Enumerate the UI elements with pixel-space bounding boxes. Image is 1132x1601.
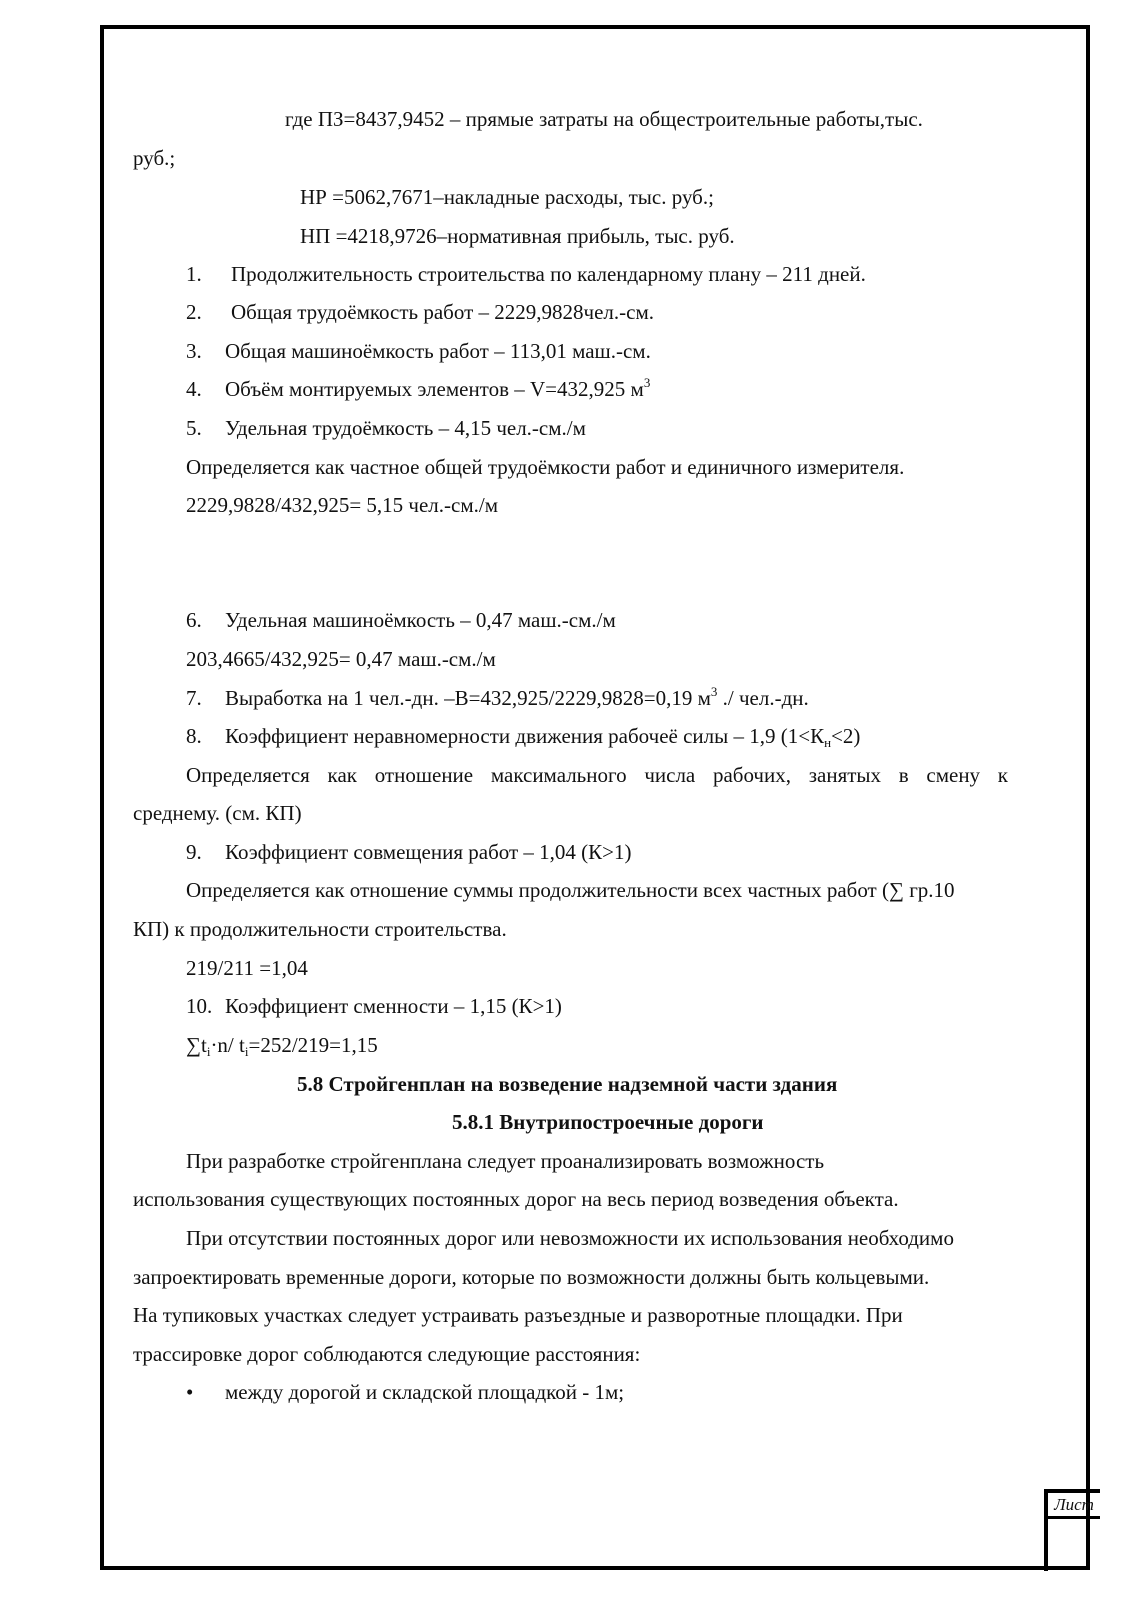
list-item-specific-labor: Удельная трудоёмкость – 4,15 чел.-см./м [225, 416, 586, 440]
paragraph-line: трассировке дорог соблюдаются следующие расстояния: [133, 1342, 641, 1366]
list-item-specific-machine: Удельная машиноёмкость – 0,47 маш.-см./м [225, 608, 616, 632]
list-item-unevenness-text: Коэффициент неравномерности движения рабочеё силы – 1,9 (1<К [225, 724, 825, 748]
paragraph-line: При отсутствии постоянных дорог или невозможности их использования необходимо [186, 1226, 954, 1250]
paragraph-line: КП) к продолжительности строительства. [133, 917, 507, 941]
paragraph-line: Определяется как отношение суммы продолжительности всех частных работ (∑ гр.10 [186, 878, 955, 902]
list-item-output-text: Выработка на 1 чел.-дн. –В=432,925/2229,9828=0,19 м [225, 686, 711, 710]
paragraph-line: При разработке стройгенплана следует проанализировать возможность [186, 1149, 825, 1173]
list-number: 4. [186, 377, 202, 401]
list-number: 1. [186, 262, 202, 286]
paragraph-line: среднему. (см. КП) [133, 801, 302, 825]
superscript: 3 [643, 375, 651, 390]
list-item-combination: Коэффициент совмещения работ – 1,04 (К>1) [225, 840, 632, 864]
subscript: н [824, 735, 832, 750]
paragraph-line: Определяется как частное общей трудоёмкости работ и единичного измерителя. [186, 455, 905, 479]
formula-line: 2229,9828/432,925= 5,15 чел.-см./м [186, 493, 499, 517]
list-item-machine: Общая машиноёмкость работ – 113,01 маш.-см. [225, 339, 651, 363]
list-item-volume-text: Объём монтируемых элементов – V=432,925 м [225, 377, 644, 401]
paragraph-line: использования существующих постоянных дорог на весь период возведения объекта. [133, 1187, 899, 1211]
list-item-shift: Коэффициент сменности – 1,15 (К>1) [225, 994, 562, 1018]
list-number: 10. [186, 994, 213, 1018]
paragraph-line: запроектировать временные дороги, которые по возможности должны быть кольцевыми. [133, 1265, 930, 1289]
paragraph-line: На тупиковых участках следует устраивать разъездные и разворотные площадки. При [133, 1303, 903, 1327]
formula-line [186, 1032, 378, 1058]
list-number: 2. [186, 300, 202, 324]
list-item-labor: Общая трудоёмкость работ – 2229,9828чел.-см. [231, 300, 654, 324]
formula-part: ∑t [186, 1033, 207, 1057]
text-line-continuation: руб.; [133, 146, 176, 170]
list-item-output-tail: ./ чел.-дн. [717, 686, 809, 710]
list-item-unevenness-tail: <2) [831, 724, 861, 748]
paragraph-line: Определяется как отношение максимального числа рабочих, занятых в смену к [186, 763, 1008, 787]
list-number: 9. [186, 840, 202, 864]
list-number: 6. [186, 608, 202, 632]
bullet-icon: • [186, 1380, 194, 1404]
list-item-output [225, 685, 809, 711]
formula-line: 203,4665/432,925= 0,47 маш.-см./м [186, 647, 496, 671]
text-line-overhead: НР =5062,7671–накладные расходы, тыс. руб.; [300, 185, 714, 209]
superscript: 3 [710, 684, 718, 699]
subscript: i [206, 1044, 211, 1059]
list-number: 8. [186, 724, 202, 748]
section-heading: 5.8 Стройгенплан на возведение надземной части здания [297, 1072, 838, 1096]
subscript: i [244, 1044, 249, 1059]
list-item-volume [225, 376, 650, 402]
list-number: 5. [186, 416, 202, 440]
sheet-label: Лист [1048, 1493, 1100, 1519]
formula-part: =252/219=1,15 [248, 1033, 378, 1057]
list-item-duration: Продолжительность строительства по календарному плану – 211 дней. [231, 262, 866, 286]
list-item-unevenness [225, 723, 860, 749]
list-number: 7. [186, 686, 202, 710]
formula-part: ·n/ t [210, 1033, 245, 1057]
subsection-heading: 5.8.1 Внутрипостроечные дороги [452, 1110, 764, 1134]
bullet-item-distance: между дорогой и складской площадкой - 1м; [225, 1380, 625, 1404]
text-line-direct-costs: где ПЗ=8437,9452 – прямые затраты на общестроительные работы,тыс. [285, 107, 923, 131]
formula-line: 219/211 =1,04 [186, 956, 308, 980]
list-number: 3. [186, 339, 202, 363]
text-line-profit: НП =4218,9726–нормативная прибыль, тыс. руб. [300, 224, 735, 248]
